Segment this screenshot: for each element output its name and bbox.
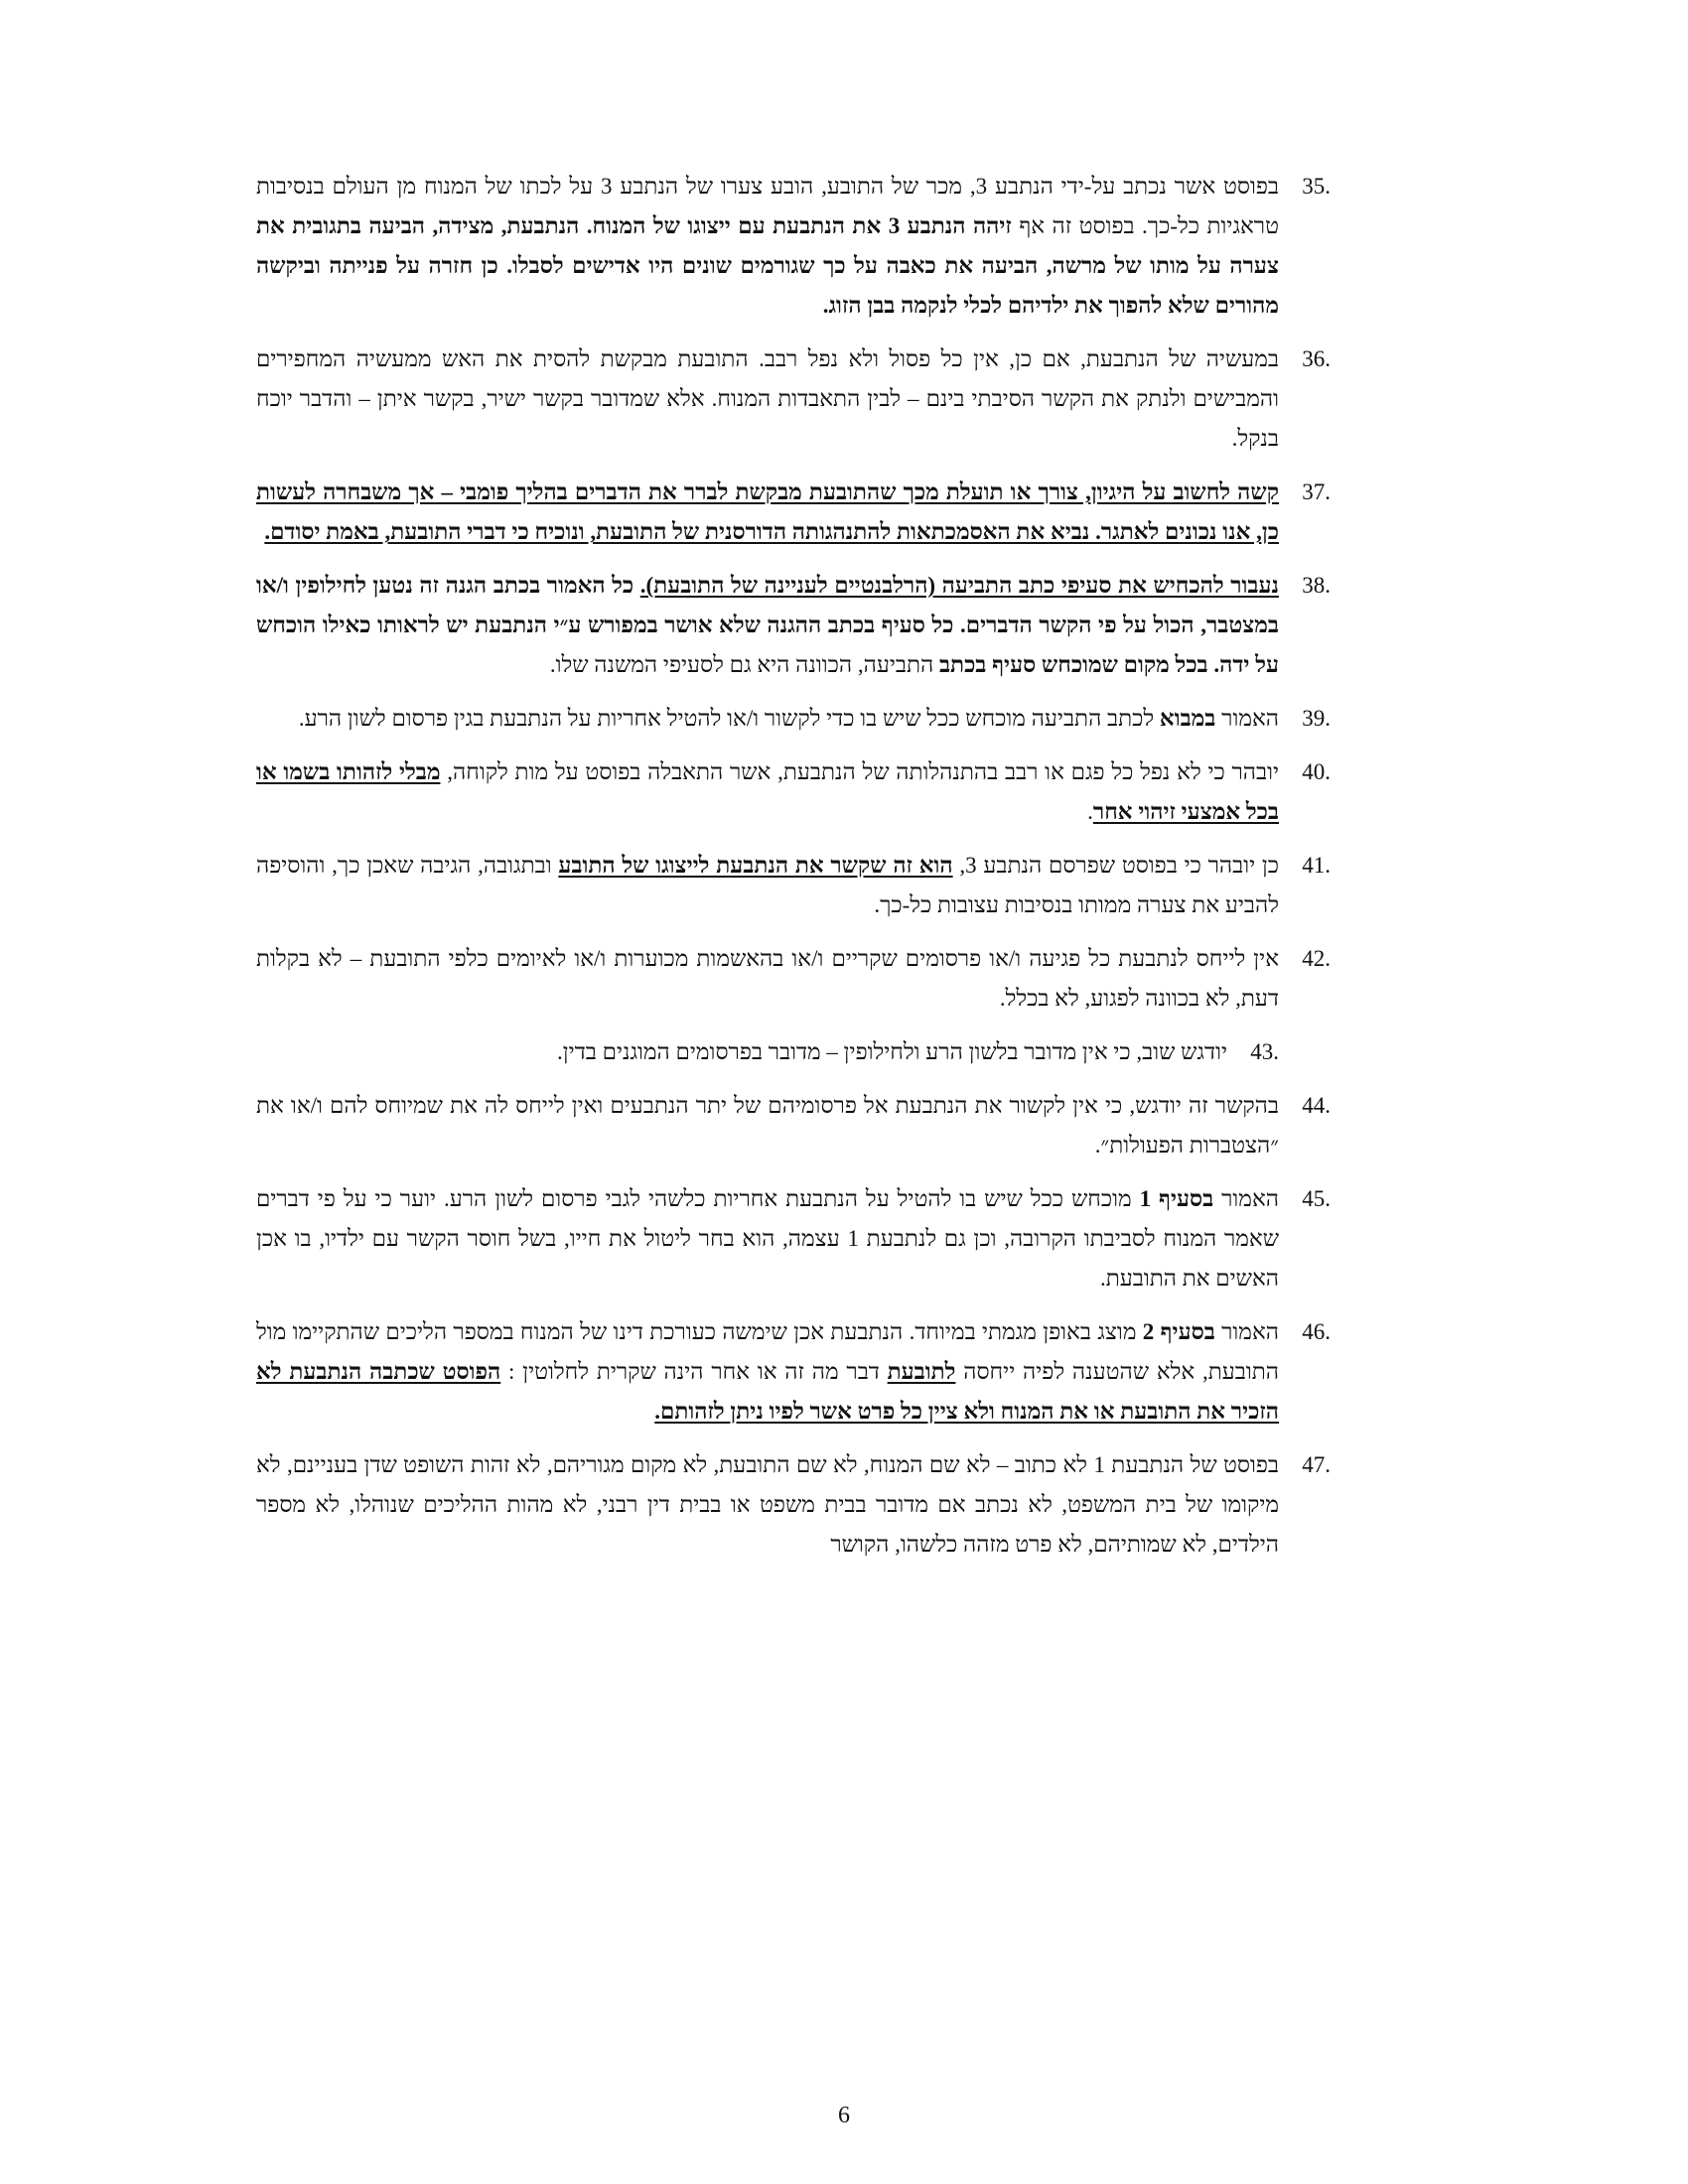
paragraph-text	[256, 1179, 1279, 1298]
emphasized-underlined-text: מבלי לזהותו בשמו או בכל אמצעי זיהוי אחר	[256, 759, 1279, 824]
paragraph-list	[256, 167, 1331, 1565]
bold-text: כל האמור בכתב הגנה זה נטען לחילופין ו/או במצטבר, הכול על פי הקשר הדברים. כל סעיף בכתב ההגנה שלא אושר במפורש ע״י הנתבעת יש לראותו כאילו הוכחש על ידה. בכל מקום שמוכחש סעיף בכתב	[256, 573, 1279, 677]
emphasized-underlined-text: הפוסט שכתבה הנתבעת לא הזכיר את התובעת או את המנוח ולא ציין כל פרט אשר לפיו ניתן לזהותם.	[256, 1359, 1279, 1424]
paragraph-number: 40.	[1302, 759, 1331, 784]
paragraph-text	[256, 1312, 1279, 1432]
paragraph-text	[256, 1445, 1279, 1565]
paragraph-text	[256, 167, 1279, 326]
paragraph-text	[256, 473, 1279, 552]
text-run: בהקשר זה יודגש, כי אין לקשור את הנתבעת אל פרסומיהם של יתר הנתבעים ואין לייחס לה את שמיוחס להם ו/או את ״הצטברות הפעולות״.	[256, 1093, 1279, 1158]
numbered-paragraph	[256, 1032, 1331, 1072]
emphasized-underlined-text: נעבור להכחיש את סעיפי כתב התביעה (הרלבנטיים לעניינה של התובעת).	[639, 573, 1279, 598]
text-run: אין לייחס לנתבעת כל פגיעה ו/או פרסומים שקריים ו/או בהאשמות מכוערות ו/או לאיומים כלפי התובעת – לא בקלות דעת, לא בכוונה לפגוע, לא בכלל.	[256, 946, 1279, 1011]
page-number: 6	[838, 2103, 850, 2128]
paragraph-text	[256, 340, 1279, 459]
text-run: לכתב התביעה מוכחש ככל שיש בו כדי לקשור ו/או להטיל אחריות על הנתבעת בגין פרסום לשון הרע.	[298, 706, 1160, 731]
bold-text: זיהה הנתבע 3 את הנתבעת עם ייצוגו של המנוח. הנתבעת, מצידה, הביעה בתגובית את צערה על מותו של מרשה, הביעה את כאבה על כך שגורמים שונים היו אדישים לסבלו. כן חזרה על פנייתה וביקשה מהורים שלא להפוך את ילדיהם לכלי לנקמה בבן הזוג.	[256, 213, 1279, 318]
paragraph-number: 43.	[1250, 1039, 1279, 1064]
emphasized-underlined-text: לתובעת	[887, 1359, 956, 1384]
text-run: מוכחש ככל שיש בו להטיל על הנתבעת אחריות כלשהי לגבי פרסום לשון הרע. יוער כי על פי דברים שאמר המנוח לסביבתו הקרובה, וכן גם לנתבעת 1 עצמה, הוא בחר ליטול את חייו, בשל חוסר הקשר עם ילדיו, בו אכן האשים את התובעת.	[256, 1186, 1279, 1291]
numbered-paragraph	[256, 473, 1331, 552]
text-run: בפוסט של הנתבעת 1 לא כתוב – לא שם המנוח, לא שם התובעת, לא מקום מגוריהם, לא זהות השופט שדן בעניינם, לא מיקומו של בית המשפט, לא נכתב אם מדובר בבית משפט או בבית דין רבני, לא מהות ההליכים שנוהלו, לא מספר הילדים, לא שמותיהם, לא פרט מזהה כלשהו, הקושר	[256, 1452, 1279, 1557]
text-run: התביעה, הכוונה היא גם לסעיפי המשנה שלו.	[549, 652, 939, 677]
paragraph-number: 41.	[1302, 853, 1331, 878]
bold-text: בסעיף 1	[1139, 1186, 1214, 1211]
paragraph-number: 47.	[1302, 1452, 1331, 1477]
numbered-paragraph	[256, 1179, 1331, 1298]
paragraph-number: 44.	[1302, 1093, 1331, 1118]
text-run: יובהר כי לא נפל כל פגם או רבב בהתנהלותה של הנתבעת, אשר התאבלה בפוסט על מות לקוחה,	[440, 759, 1280, 784]
paragraph-number: 37.	[1302, 479, 1331, 504]
text-run: האמור	[1215, 706, 1279, 731]
emphasized-underlined-text: הוא זה שקשר את הנתבעת לייצוגו של התובע	[558, 853, 953, 878]
text-run: דבר מה זה או אחר הינה שקרית לחלוטין :	[500, 1359, 888, 1384]
numbered-paragraph	[256, 1312, 1331, 1432]
text-run: .	[1087, 799, 1093, 824]
numbered-paragraph	[256, 340, 1331, 459]
paragraph-text	[256, 566, 1279, 685]
text-run: יודגש שוב, כי אין מדובר בלשון הרע ולחילופין – מדובר בפרסומים המוגנים בדין.	[557, 1039, 1227, 1064]
paragraph-number: 36.	[1302, 346, 1331, 371]
emphasized-underlined-text: קשה לחשוב על היגיון, צורך או תועלת מכך שהתובעת מבקשת לברר את הדברים בהליך פומבי – אך משבחרה לעשות כן, אנו נכונים לאתגר. נביא את האסמכתאות להתנהגותה הדורסנית של התובעת, ונוכיח כי דברי התובעת, באמת יסודם.	[256, 479, 1279, 544]
text-run: כן יובהר כי בפוסט שפרסם הנתבע 3,	[952, 853, 1280, 878]
numbered-paragraph	[256, 939, 1331, 1019]
text-run: האמור	[1214, 1319, 1279, 1344]
text-run: מוצג באופן מגמתי במיוחד. הנתבעת אכן שימשה כעורכת דינו של המנוח במספר הליכים שהתקיימו מול התובעת, אלא שהטענה לפיה ייחסה	[256, 1319, 1279, 1384]
text-run: בפוסט אשר נכתב על-ידי הנתבע 3, מכר של התובע, הובע צערו של הנתבע 3 על לכתו של המנוח מן העולם בנסיבות טראגיות כל-כך. בפוסט זה אף	[256, 174, 1279, 238]
paragraph-number: 45.	[1302, 1186, 1331, 1211]
numbered-paragraph	[256, 1445, 1331, 1565]
numbered-paragraph	[256, 167, 1331, 326]
numbered-paragraph	[256, 846, 1331, 925]
paragraph-text	[256, 846, 1279, 925]
numbered-paragraph	[256, 752, 1331, 832]
numbered-paragraph	[256, 1086, 1331, 1165]
paragraph-number: 42.	[1302, 946, 1331, 971]
paragraph-number: 35.	[1302, 174, 1331, 199]
numbered-paragraph	[256, 699, 1331, 739]
paragraph-number: 46.	[1302, 1319, 1331, 1344]
paragraph-text	[256, 699, 1279, 739]
bold-text: במבוא	[1159, 706, 1216, 731]
text-run: האמור	[1213, 1186, 1279, 1211]
paragraph-number: 39.	[1302, 706, 1331, 731]
paragraph-text	[256, 1086, 1279, 1165]
paragraph-text	[256, 1032, 1227, 1072]
paragraph-text	[256, 752, 1279, 832]
numbered-paragraph	[256, 566, 1331, 685]
text-run: ובתגובה, הגיבה שאכן כך, והוסיפה להביע את צערה ממותו בנסיבות עצובות כל-כך.	[256, 853, 1279, 917]
text-run: במעשיה של הנתבעת, אם כן, אין כל פסול ולא נפל רבב. התובעת מבקשת להסית את האש ממעשיה המחפירים והמבישים ולנתק את הקשר הסיבתי בינם – לבין התאבדות המנוח. אלא שמדובר בקשר ישיר, בקשר איתן – והדבר יוכח בנקל.	[256, 346, 1279, 451]
bold-text: בסעיף 2	[1142, 1319, 1215, 1344]
paragraph-text	[256, 939, 1279, 1019]
paragraph-number: 38.	[1302, 573, 1331, 598]
document-page	[256, 167, 1331, 1578]
